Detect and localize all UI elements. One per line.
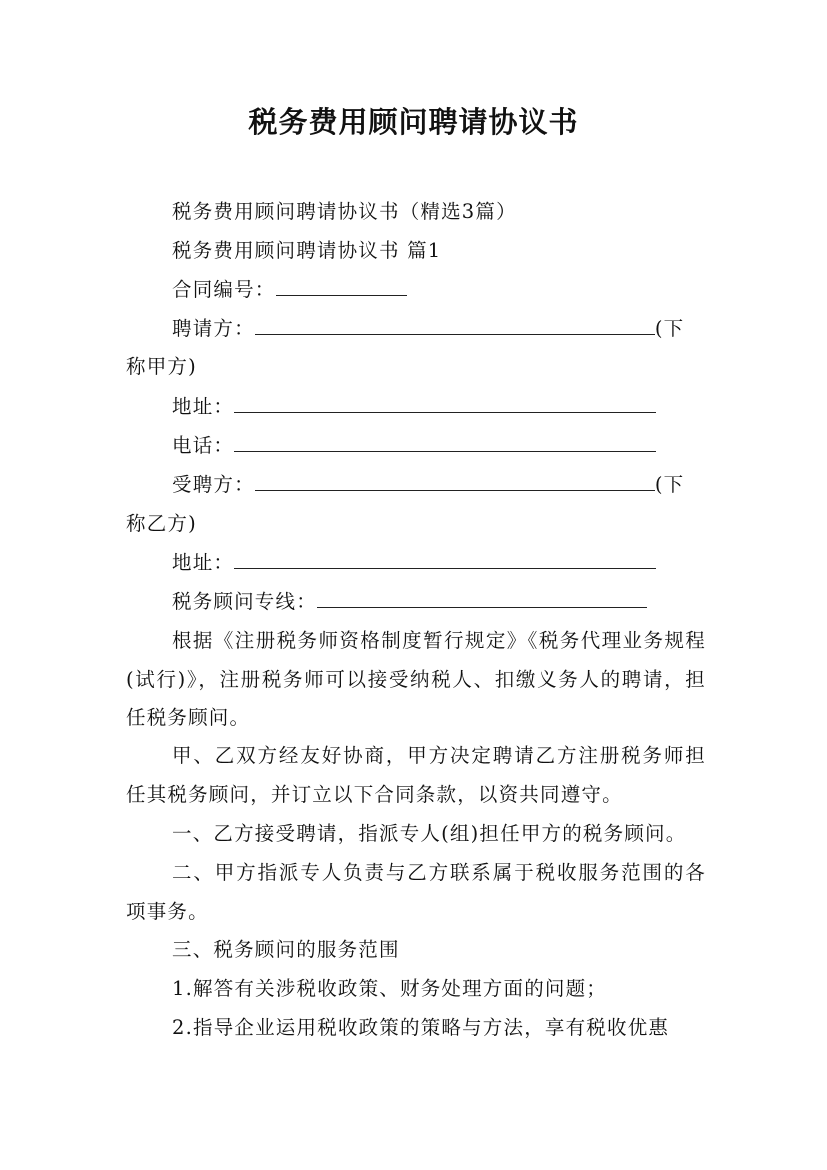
employer-row [172, 310, 752, 348]
employer-phone-blank [234, 431, 656, 452]
employee-address-label: 地址： [172, 551, 235, 574]
paragraph-service-item-2: 2.指导企业运用税收政策的策略与方法，享有税收优惠 [172, 1016, 670, 1039]
document-subtitle: 税务费用顾问聘请协议书（精选3篇） [172, 200, 517, 223]
employee-suffix: (下 [654, 473, 685, 496]
employer-label: 聘请方： [172, 317, 255, 340]
employee-suffix-continued: 称乙方) [126, 512, 197, 535]
document-title: 税务费用顾问聘请协议书 [248, 105, 579, 139]
paragraph-clause-3-heading: 三、税务顾问的服务范围 [172, 938, 400, 961]
paragraph-agreement: 甲、乙双方经友好协商，甲方决定聘请乙方注册税务师担任其税务顾问，并订立以下合同条款，以资共同遵守。 [126, 744, 706, 806]
chapter-heading: 税务费用顾问聘请协议书 篇1 [172, 239, 442, 262]
employee-address-blank [234, 548, 656, 569]
employer-suffix-continued: 称甲方) [126, 355, 197, 378]
employer-suffix: (下 [654, 317, 685, 340]
employer-phone-row [172, 427, 752, 465]
employer-phone-label: 电话： [172, 434, 235, 457]
employee-row [172, 466, 752, 504]
employee-label: 受聘方： [172, 473, 255, 496]
contract-number-row [172, 271, 752, 309]
hotline-label: 税务顾问专线： [172, 590, 317, 613]
contract-number-label: 合同编号： [172, 278, 276, 301]
contract-number-blank [276, 275, 407, 296]
employer-address-row [172, 388, 752, 426]
hotline-blank [317, 587, 647, 608]
paragraph-clause-2: 二、甲方指派专人负责与乙方联系属于税收服务范围的各项事务。 [126, 861, 706, 923]
employee-address-row [172, 544, 752, 582]
employer-blank [255, 314, 655, 335]
paragraph-basis: 根据《注册税务师资格制度暂行规定》《税务代理业务规程(试行)》，注册税务师可以接受纳税人、扣缴义务人的聘请，担任税务顾问。 [126, 629, 706, 729]
employer-address-blank [234, 392, 656, 413]
paragraph-service-item-1: 1.解答有关涉税收政策、财务处理方面的问题； [172, 977, 608, 1000]
hotline-row [172, 583, 752, 621]
paragraph-clause-1: 一、乙方接受聘请，指派专人(组)担任甲方的税务顾问。 [172, 822, 687, 845]
employer-address-label: 地址： [172, 395, 235, 418]
employee-blank [255, 470, 655, 491]
